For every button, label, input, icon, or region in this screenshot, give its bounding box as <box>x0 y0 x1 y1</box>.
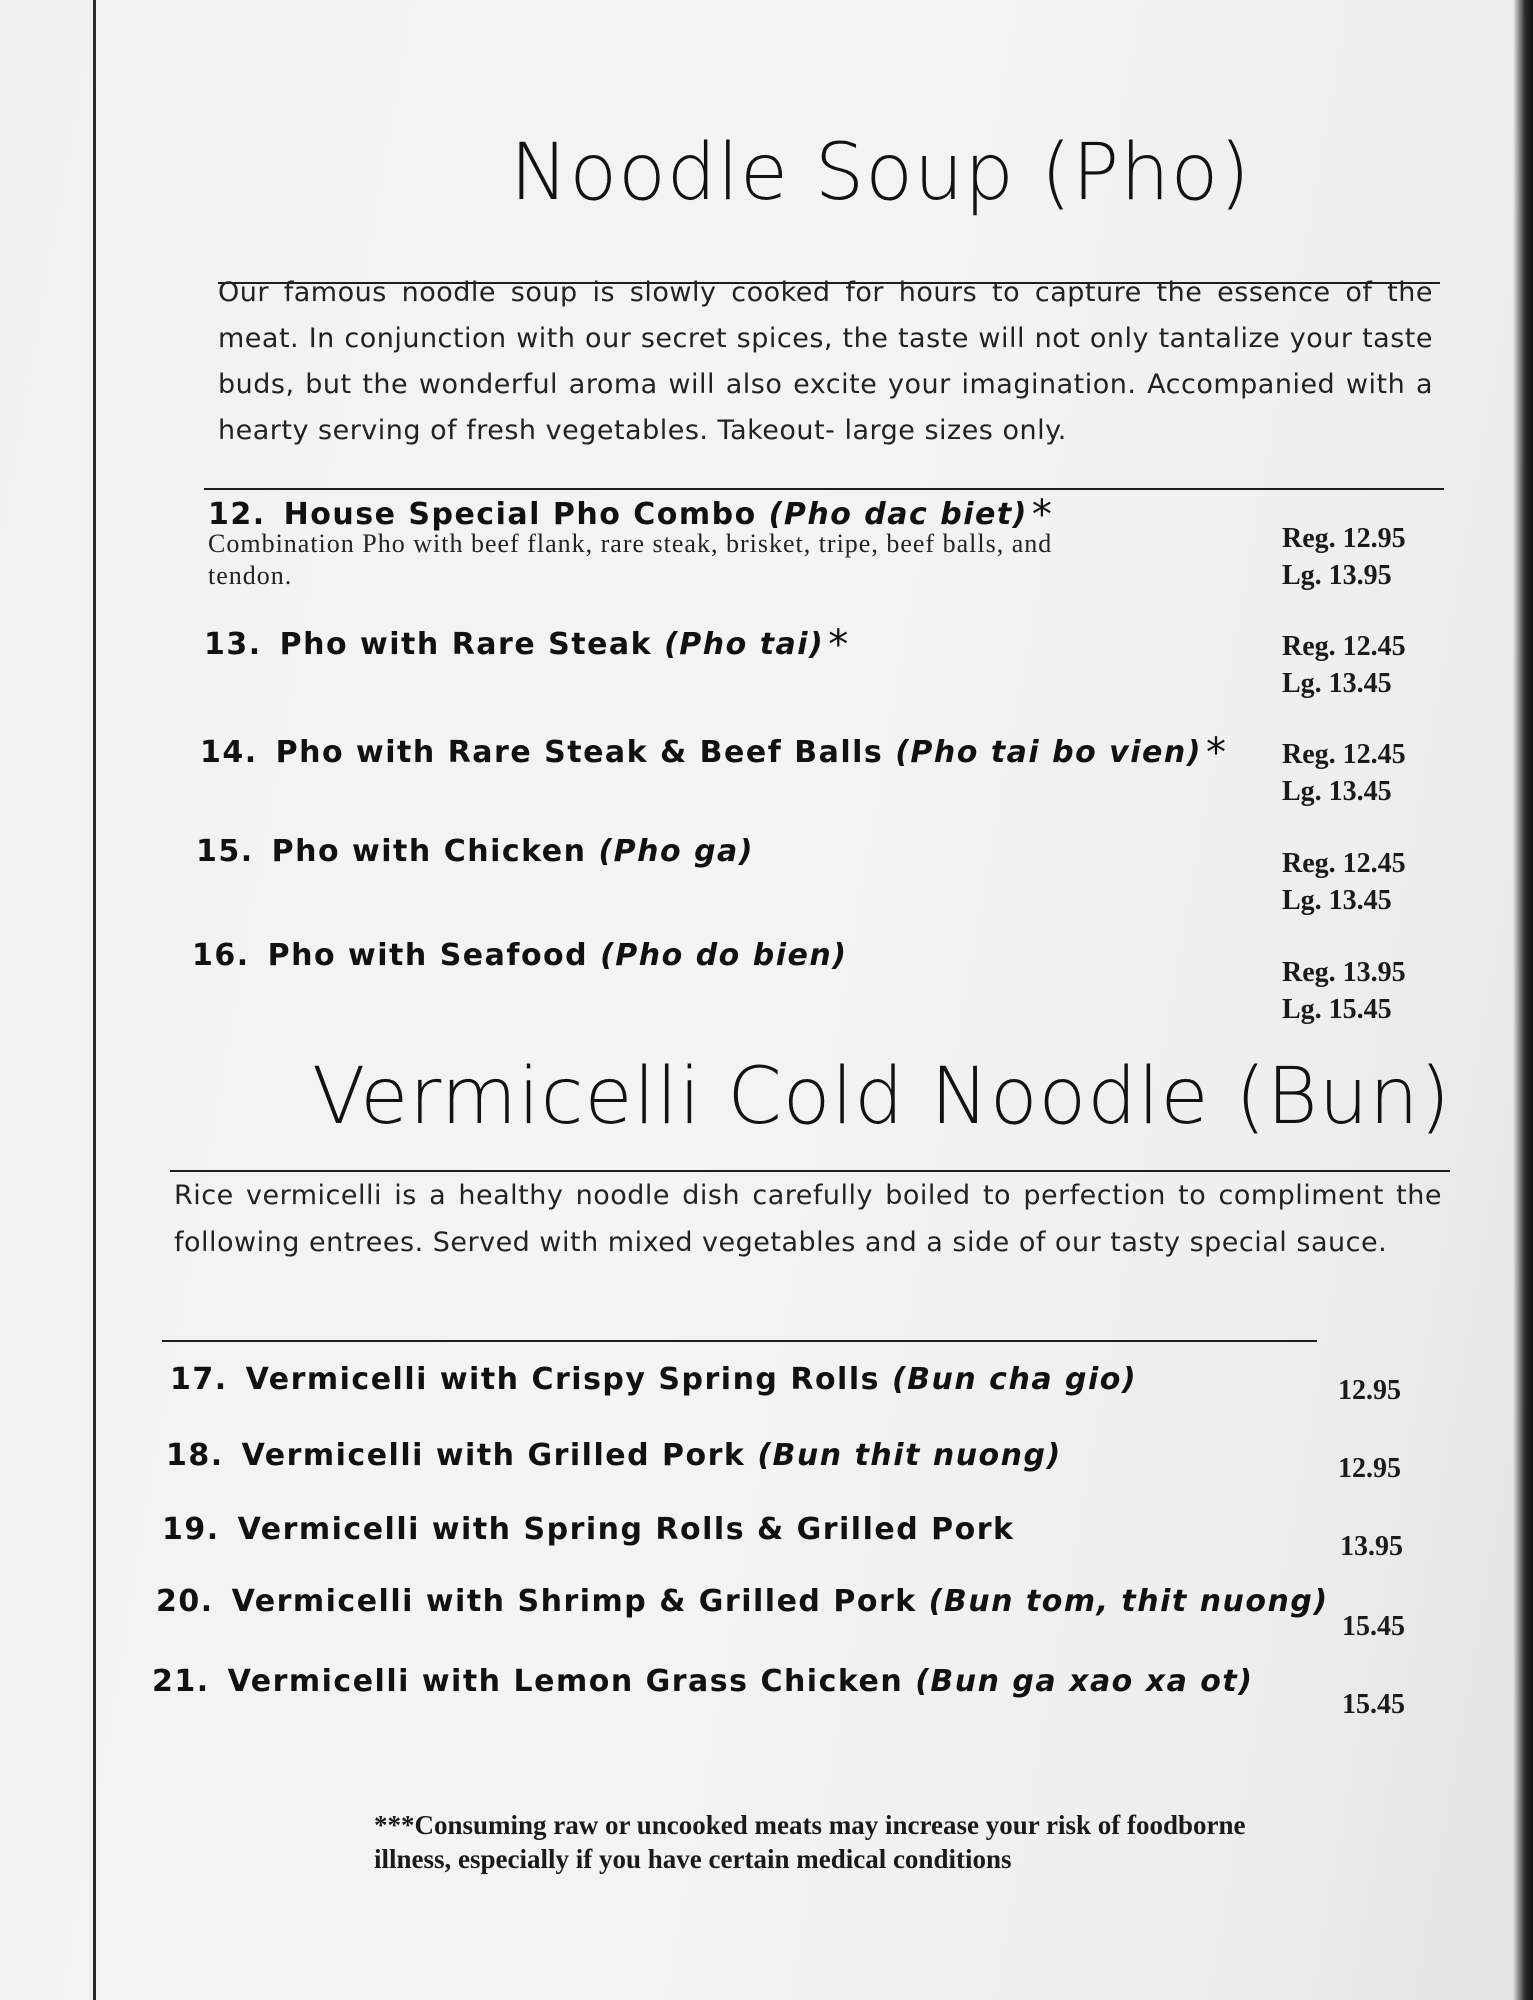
binding-edge <box>93 0 96 2000</box>
item-number: 12. <box>208 497 266 532</box>
pho-intro: Our famous noodle soup is slowly cooked for hours to capture the essence of the meat. In conjunction with our secret spices, the taste will not only tantalize your taste buds, but the wonderful aroma will also excite your imagination. Accompanied with a hearty serving of fresh vegetables. Takeout- large sizes only. <box>218 277 1433 446</box>
bun-bottom-rule <box>162 1340 1317 1342</box>
price-line: Reg. 12.45 <box>1282 631 1406 662</box>
item-text: Pho with Rare Steak <box>279 627 653 662</box>
raw-meat-asterisk: * <box>1031 492 1054 538</box>
price-line: Lg. 15.45 <box>1282 994 1392 1025</box>
item-text: 21. <box>152 1664 210 1699</box>
item-text: Pho with Rare Steak & Beef Balls <box>275 735 884 770</box>
food-safety-disclaimer: ***Consuming raw or uncooked meats may increase your risk of foodborne illness, especially if you have certain medical conditions <box>374 1810 1246 1874</box>
item-text: Vermicelli with Spring Rolls & Grilled Pork <box>237 1512 1015 1547</box>
menu-item-13 <box>204 622 850 668</box>
price-line: Reg. 12.45 <box>1282 739 1406 770</box>
item-text: Vermicelli with Crispy Spring Rolls <box>245 1362 880 1397</box>
item-16-price <box>1282 954 1406 1028</box>
item-18-price: 12.95 <box>1338 1453 1401 1484</box>
item-text: (Pho tai) <box>664 627 825 662</box>
item-text: (Pho tai bo vien) <box>895 735 1202 770</box>
item-13-price <box>1282 628 1406 702</box>
item-text: Pho with Chicken <box>271 834 587 869</box>
menu-item-16 <box>192 938 847 973</box>
item-20-price: 15.45 <box>1342 1611 1405 1642</box>
item-text: (Bun tom, thit nuong) <box>928 1584 1329 1619</box>
menu-item-15 <box>196 834 754 869</box>
pho-bottom-rule <box>204 488 1444 490</box>
menu-item-18 <box>166 1438 1062 1473</box>
item-text: 16. <box>192 938 250 973</box>
item-text: (Bun cha gio) <box>891 1362 1138 1397</box>
item-17-price: 12.95 <box>1338 1375 1401 1406</box>
price-line: Lg. 13.45 <box>1282 776 1392 807</box>
bun-section-title: Vermicelli Cold Noodle (Bun) <box>312 1052 1452 1142</box>
item-text: (Bun thit nuong) <box>757 1438 1062 1473</box>
pho-section-title: Noodle Soup (Pho) <box>510 128 1251 218</box>
item-19-price: 13.95 <box>1340 1531 1403 1562</box>
item-text: Pho with Seafood <box>267 938 589 973</box>
menu-item-20 <box>156 1584 1329 1619</box>
item-vietnamese-name: (Pho dac biet) <box>768 497 1028 532</box>
price-regular: Reg. 12.95 <box>1282 523 1406 554</box>
price-line: Lg. 13.45 <box>1282 668 1392 699</box>
raw-meat-asterisk: * <box>1205 730 1228 776</box>
item-14-price <box>1282 736 1406 810</box>
raw-meat-asterisk: * <box>828 622 850 668</box>
item-text: 17. <box>170 1362 228 1397</box>
item-text: Vermicelli with Shrimp & Grilled Pork <box>231 1584 917 1619</box>
item-12-description: Combination Pho with beef flank, rare steak, brisket, tripe, beef balls, and tendon. <box>208 529 1053 590</box>
price-large: Lg. 13.95 <box>1282 560 1392 591</box>
menu-item-14 <box>200 730 1227 776</box>
menu-item-19 <box>162 1512 1014 1547</box>
price-line: Lg. 13.45 <box>1282 885 1392 916</box>
item-12-price <box>1282 520 1406 594</box>
item-text: 14. <box>200 735 258 770</box>
item-21-price: 15.45 <box>1342 1689 1405 1720</box>
item-name: House Special Pho Combo <box>283 497 757 532</box>
item-text: 18. <box>166 1438 224 1473</box>
menu-item-21 <box>152 1664 1253 1699</box>
item-text: (Pho do bien) <box>600 938 848 973</box>
page-edge-shadow <box>1513 0 1533 2000</box>
item-text: (Bun ga xao xa ot) <box>915 1664 1254 1699</box>
item-text: (Pho ga) <box>598 834 754 869</box>
price-line: Reg. 12.45 <box>1282 848 1406 879</box>
price-line: Reg. 13.95 <box>1282 957 1406 988</box>
item-text: 19. <box>162 1512 220 1547</box>
item-text: 20. <box>156 1584 214 1619</box>
item-text: 15. <box>196 834 254 869</box>
menu-item-17 <box>170 1362 1137 1397</box>
item-text: Vermicelli with Lemon Grass Chicken <box>227 1664 904 1699</box>
item-15-price <box>1282 845 1406 919</box>
bun-intro: Rice vermicelli is a healthy noodle dish carefully boiled to perfection to compliment the following entrees. Served with mixed vegetables and a side of our tasty special sauce. <box>174 1180 1442 1258</box>
item-text: 13. <box>204 627 262 662</box>
item-text: Vermicelli with Grilled Pork <box>241 1438 746 1473</box>
